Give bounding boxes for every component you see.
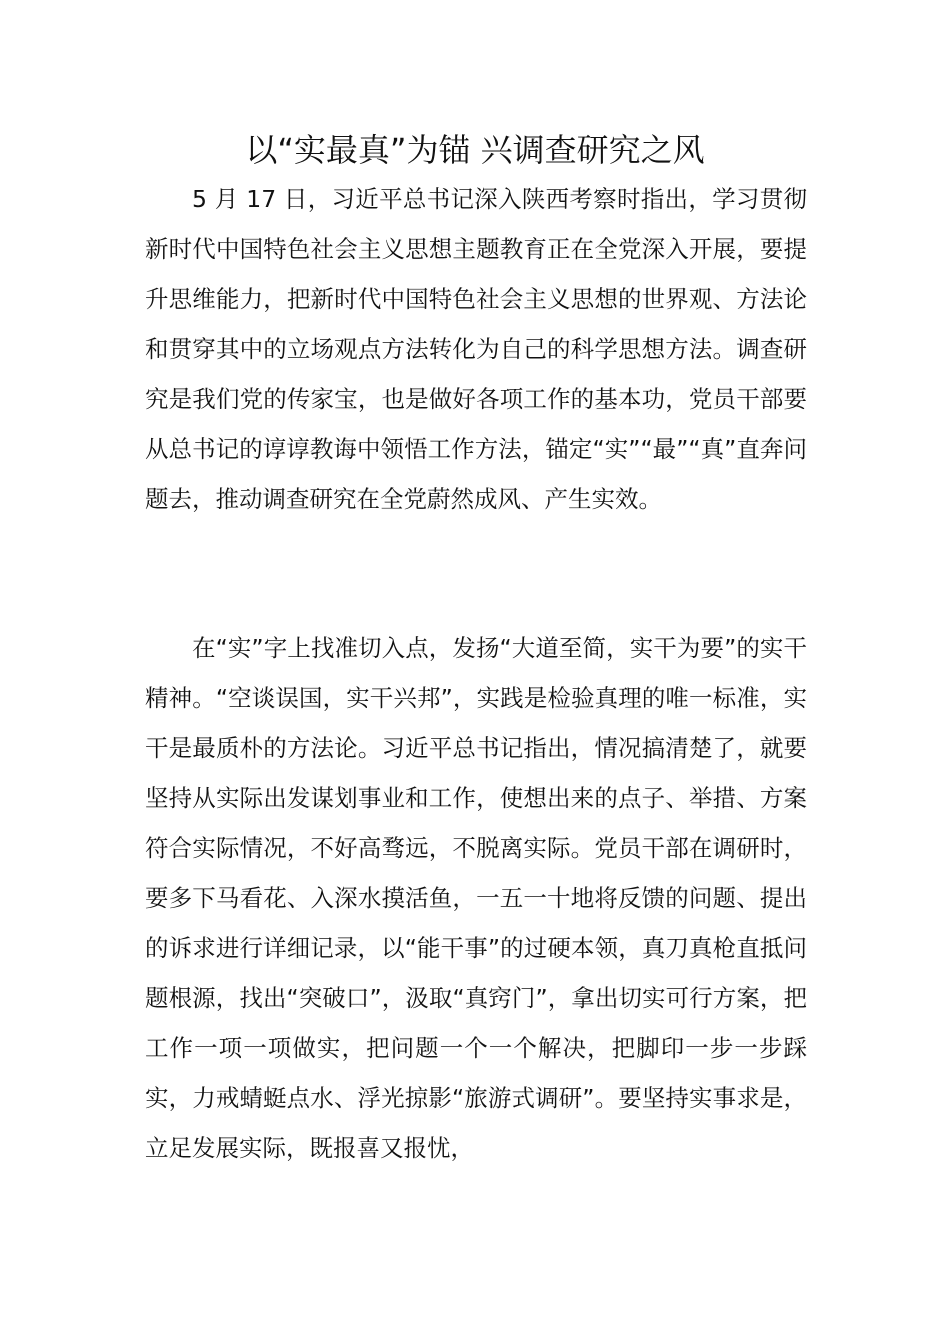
paragraph-shi: 在“实”字上找准切入点，发扬“大道至简，实干为要”的实干精神。“空谈误国，实干兴邦”，实践是检验真理的唯一标准，实干是最质朴的方法论。习近平总书记指出，情况搞清楚了，就要坚持从实际出发谋划事业和工作，使想出来的点子、举措、方案符合实际情况，不好高骛远，不脱离实际。党员干部在调研时，要多下马看花、入深水摸活鱼，一五一十地将反馈的问题、提出的诉求进行详细记录，以“能干事”的过硬本领，真刀真枪直抵问题根源，找出“突破口”，汲取“真窍门”，拿出切实可行方案，把工作一项一项做实，把问题一个一个解决，把脚印一步一步踩实，力戒蜻蜓点水、浮光掠影“旅游式调研”。要坚持实事求是，立足发展实际，既报喜又报忧， xyxy=(145,634,807,1162)
paragraph-intro: 5 月 17 日，习近平总书记深入陕西考察时指出，学习贯彻新时代中国特色社会主义思想主题教育正在全党深入开展，要提升思维能力，把新时代中国特色社会主义思想的世界观、方法论和贯穿其中的立场观点方法转化为自己的科学思想方法。调查研究是我们党的传家宝，也是做好各项工作的基本功，党员干部要从总书记的谆谆教诲中领悟工作方法，锚定“实”“最”“真”直奔问题去，推动调查研究在全党蔚然成风、产生实效。 xyxy=(145,185,807,513)
document-title: 以“实最真”为锚 兴调查研究之风 xyxy=(245,131,705,169)
